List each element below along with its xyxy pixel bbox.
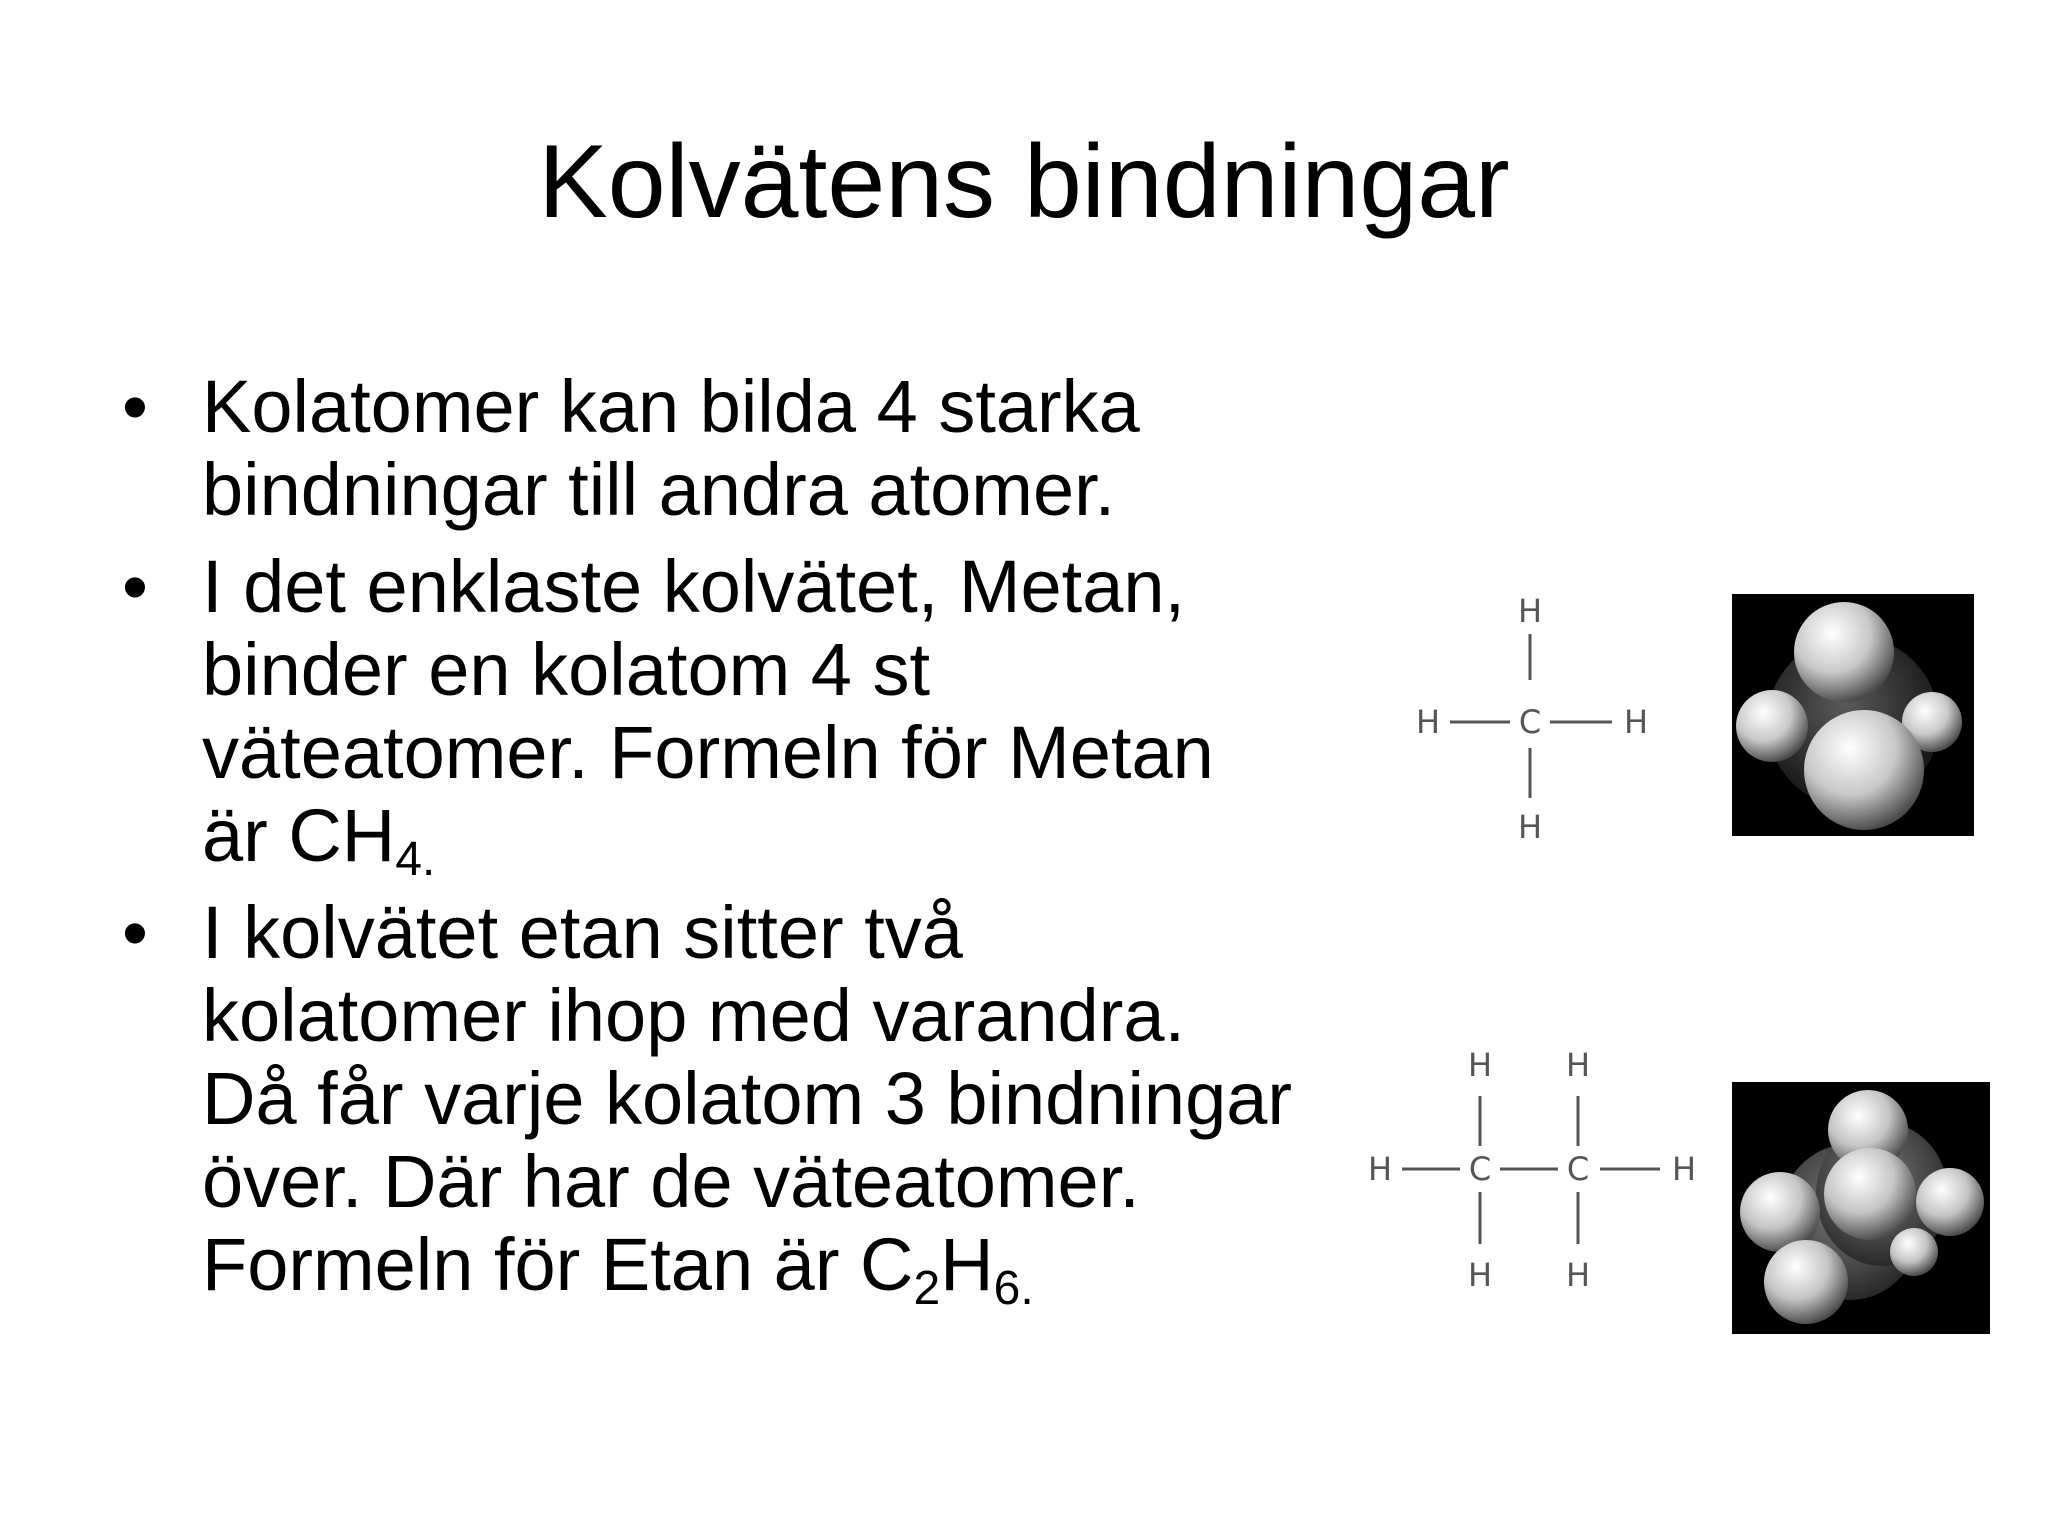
hydrogen-atom-sphere	[1824, 1148, 1916, 1240]
hydrogen-atom-sphere	[1794, 602, 1894, 702]
bullet-text: Kolatomer kan bilda 4 starka bindningar till andra atomer.	[202, 365, 1140, 531]
formula-element: H	[940, 1223, 994, 1306]
bullet-text-main: I kolvätet etan sitter två kolatomer ihop med varandra. Då får varje kolatom 3 bindningar över. Där har de väteatomer. Formeln för Etan är C	[202, 891, 1293, 1306]
atom-label: H	[1623, 703, 1649, 741]
hydrogen-atom-sphere	[1916, 1168, 1984, 1236]
hydrogen-atom-sphere	[1740, 1172, 1820, 1252]
atom-label: H	[1565, 1256, 1591, 1294]
bullet-item	[118, 365, 1368, 531]
bullet-item	[118, 545, 1368, 886]
hydrogen-atom-sphere	[1736, 690, 1808, 762]
ethane-structural-formula	[1360, 1042, 1720, 1312]
bullet-text-main: I det enklaste kolvätet, Metan, binder en kolatom 4 st väteatomer. Formeln för Metan är CH	[202, 545, 1214, 877]
atom-label: C	[1566, 1150, 1590, 1188]
bullet-text	[202, 891, 1292, 1306]
methane-structural-formula	[1400, 590, 1660, 860]
subscript: 4.	[395, 833, 436, 886]
atom-label: H	[1671, 1150, 1697, 1188]
methane-space-filling-model	[1732, 594, 1974, 836]
hydrogen-atom-sphere	[1764, 1240, 1848, 1324]
atom-label: H	[1517, 808, 1543, 846]
atom-label: H	[1367, 1150, 1393, 1188]
subscript: 2	[913, 1262, 941, 1306]
atom-label: H	[1467, 1046, 1493, 1084]
bullet-icon: •	[122, 891, 148, 974]
hydrogen-atom-sphere	[1890, 1228, 1938, 1276]
atom-label: H	[1467, 1256, 1493, 1294]
atom-label: H	[1565, 1046, 1591, 1084]
atom-label: C	[1518, 703, 1542, 741]
bullet-icon: •	[122, 545, 148, 628]
bullet-text-clip	[202, 891, 1438, 1306]
atom-label: H	[1517, 592, 1543, 630]
bullet-icon: •	[122, 365, 148, 448]
bullet-list	[118, 365, 1368, 1320]
atom-label: C	[1468, 1150, 1492, 1188]
bullet-item	[118, 891, 1368, 1306]
hydrogen-atom-sphere	[1804, 710, 1924, 830]
bullet-text	[202, 545, 1214, 886]
subscript: 6.	[993, 1262, 1034, 1306]
ethane-space-filling-model	[1732, 1082, 1990, 1334]
atom-label: H	[1415, 703, 1441, 741]
slide-title: Kolvätens bindningar	[538, 124, 1510, 240]
